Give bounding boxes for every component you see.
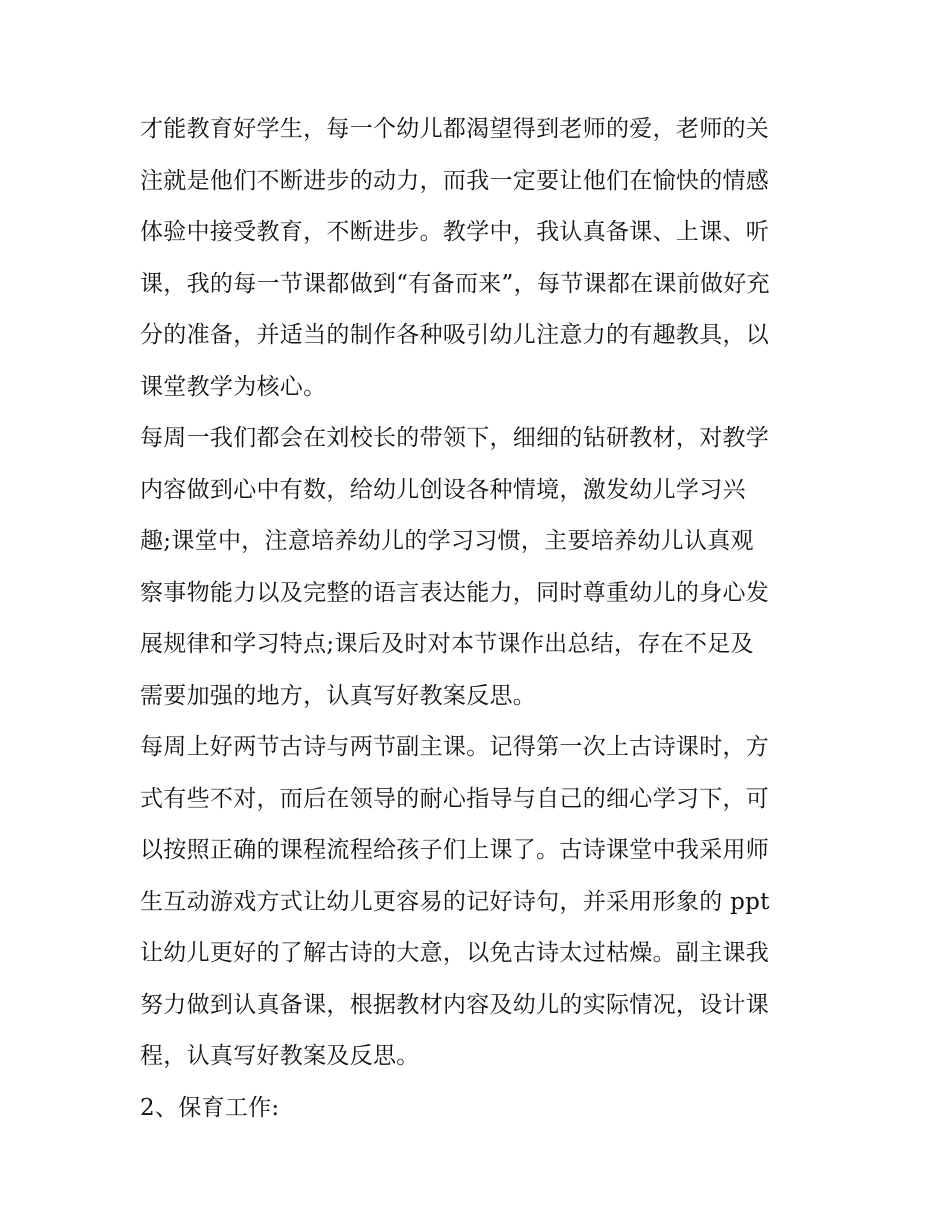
text-line: 努力做到认真备课，根据教材内容及幼儿的实际情况，设计课 [140, 991, 770, 1018]
text-line: 内容做到心中有数，给幼儿创设各种情境，激发幼儿学习兴 [140, 476, 746, 503]
text-line: 注就是他们不断进步的动力，而我一定要让他们在愉快的情感 [140, 167, 770, 194]
text-line: 每周上好两节古诗与两节副主课。记得第一次上古诗课时，方 [140, 734, 770, 760]
text-line: 分的准备，并适当的制作各种吸引幼儿注意力的有趣教具，以 [140, 322, 770, 348]
text-line: 趣;课堂中，注意培养幼儿的学习习惯，主要培养幼儿认真观 [140, 528, 754, 554]
text-line: 生互动游戏方式让幼儿更容易的记好诗句，并采用形象的 ppt [140, 888, 770, 915]
text-line: 体验中接受教育，不断进步。教学中，我认真备课、上课、听 [140, 219, 770, 245]
text-line: 以按照正确的课程流程给孩子们上课了。古诗课堂中我采用师 [140, 837, 770, 863]
text-line: 才能教育好学生，每一个幼儿都渴望得到老师的爱，老师的关 [140, 116, 770, 142]
text-line: 需要加强的地方，认真写好教案反思。 [140, 682, 537, 709]
text-line: 让幼儿更好的了解古诗的大意，以免古诗太过枯燥。副主课我 [140, 940, 770, 966]
text-line: 式有些不对，而后在领导的耐心指导与自己的细心学习下，可 [140, 785, 770, 812]
text-line: 课堂教学为核心。 [140, 373, 327, 400]
document-body [140, 104, 812, 1134]
text-line: 察事物能力以及完整的语言表达能力，同时尊重幼儿的身心发 [140, 579, 770, 606]
text-line: 每周一我们都会在刘校长的带领下，细细的钻研教材，对教学 [140, 425, 770, 451]
text-line: 展规律和学习特点;课后及时对本节课作出总结，存在不足及 [140, 631, 754, 657]
text-line: 程，认真写好教案及反思。 [140, 1043, 420, 1069]
text-line: 课，我的每一节课都做到“有备而来”，每节课都在课前做好充 [140, 270, 770, 297]
section-heading: 2、保育工作: [140, 1094, 280, 1121]
